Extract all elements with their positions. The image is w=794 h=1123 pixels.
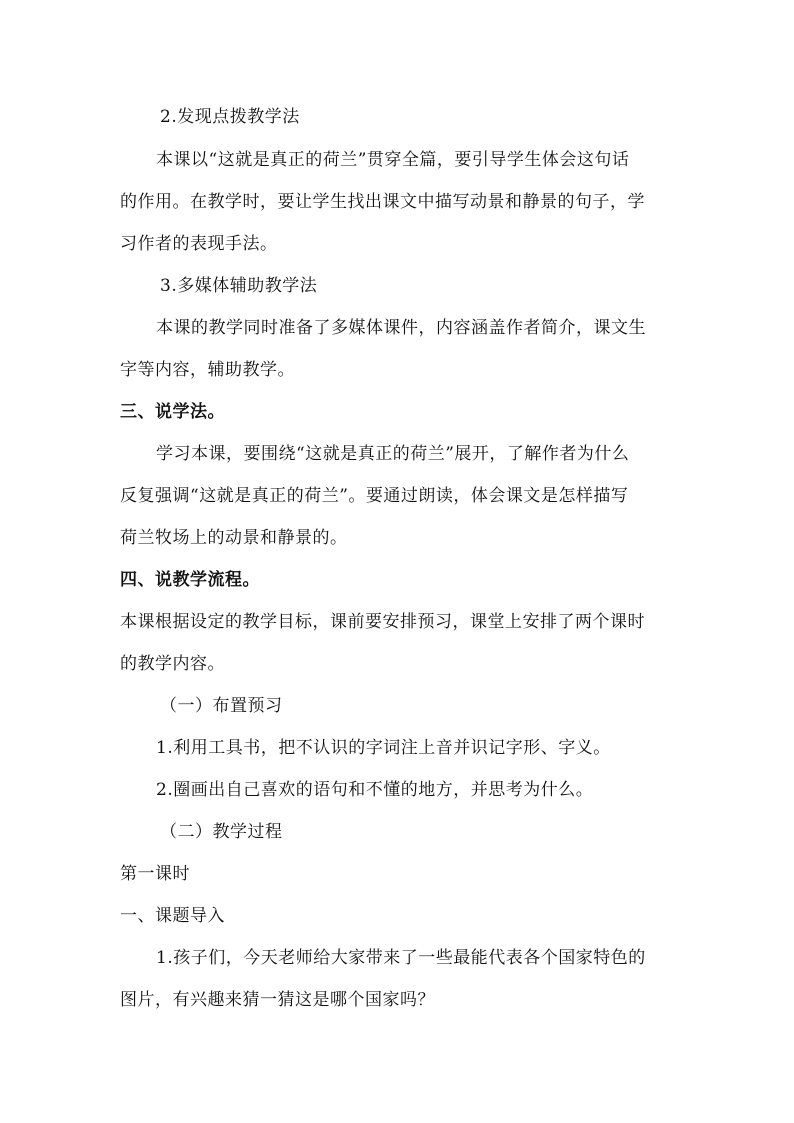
method-2-paragraph-line-1: 本课以“这就是真正的荷兰”贯穿全篇，要引导学生体会这句话 xyxy=(156,150,630,170)
first-lesson-heading: 第一课时 xyxy=(120,864,190,884)
topic-intro-paragraph-line-2: 图片，有兴趣来猜一猜这是哪个国家吗？ xyxy=(120,990,435,1010)
method-2-paragraph-line-3: 习作者的表现手法。 xyxy=(120,234,278,254)
preview-item-2: 2.圈画出自己喜欢的语句和不懂的地方，并思考为什么。 xyxy=(156,780,594,800)
method-3-paragraph-line-2: 字等内容，辅助教学。 xyxy=(120,360,295,380)
topic-intro-heading: 一、课题导入 xyxy=(120,906,225,926)
method-2-heading: 2.发现点拨教学法 xyxy=(160,107,300,127)
method-3-heading: 3.多媒体辅助教学法 xyxy=(160,276,318,296)
teaching-process-subheading: （二）教学过程 xyxy=(160,822,283,842)
section-4-heading: 四、说教学流程。 xyxy=(120,570,260,590)
section-4-paragraph-line-2: 的教学内容。 xyxy=(120,654,225,674)
section-4-paragraph-line-1: 本课根据设定的教学目标，课前要安排预习，课堂上安排了两个课时 xyxy=(120,612,645,632)
preview-subheading: （一）布置预习 xyxy=(160,696,283,716)
method-2-paragraph-line-2: 的作用。在教学时，要让学生找出课文中描写动景和静景的句子，学 xyxy=(120,192,645,212)
preview-item-1: 1.利用工具书，把不认识的字词注上音并识记字形、字义。 xyxy=(156,738,611,758)
section-3-heading: 三、说学法。 xyxy=(120,402,225,422)
section-3-paragraph-line-3: 荷兰牧场上的动景和静景的。 xyxy=(120,528,348,548)
topic-intro-paragraph-line-1: 1.孩子们，今天老师给大家带来了一些最能代表各个国家特色的 xyxy=(156,948,646,968)
method-3-paragraph-line-1: 本课的教学同时准备了多媒体课件，内容涵盖作者简介，课文生 xyxy=(156,318,646,338)
section-3-paragraph-line-2: 反复强调“这就是真正的荷兰”。要通过朗读，体会课文是怎样描写 xyxy=(120,486,629,506)
section-3-paragraph-line-1: 学习本课，要围绕“这就是真正的荷兰”展开，了解作者为什么 xyxy=(156,444,630,464)
